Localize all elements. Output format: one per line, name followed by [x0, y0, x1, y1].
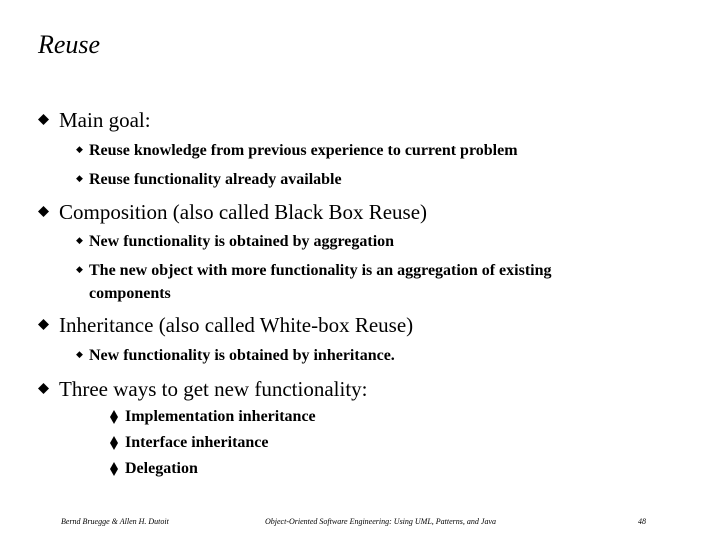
sub-sub-bullet-text: Implementation inheritance	[125, 408, 316, 425]
tall-diamond-bullet-icon	[110, 462, 118, 476]
sub-bullet-text: The new object with more functionality is an aggregation of existing	[89, 262, 552, 279]
bullet-text: Composition (also called Black Box Reuse)	[59, 200, 428, 224]
footer-authors: Bernd Bruegge & Allen H. Dutoit	[61, 517, 169, 526]
diamond-bullet-icon: ◆	[76, 144, 83, 154]
sub-sub-bullet-text: Delegation	[125, 460, 198, 477]
sub-bullet-text: Reuse knowledge from previous experience to current problem	[89, 142, 518, 159]
diamond-bullet-icon	[38, 206, 49, 217]
diamond-bullet-icon	[38, 319, 49, 330]
footer-page-number: 48	[638, 517, 646, 526]
bullet-text: Inheritance (also called White-box Reuse)	[59, 313, 414, 337]
diamond-bullet-icon	[38, 114, 49, 125]
diamond-bullet-icon: ◆	[76, 349, 83, 359]
sub-bullet-text: New functionality is obtained by aggregation	[89, 233, 395, 250]
bullet-text: Main goal:	[59, 108, 151, 132]
tall-diamond-bullet-icon	[110, 410, 118, 424]
diamond-bullet-icon: ◆	[76, 264, 83, 274]
sub-bullet-text: components	[89, 285, 171, 302]
bullet-text: Three ways to get new functionality:	[59, 377, 368, 401]
diamond-bullet-icon	[38, 383, 49, 394]
tall-diamond-bullet-icon	[110, 436, 118, 450]
footer-book-title: Object-Oriented Software Engineering: Using UML, Patterns, and Java	[265, 517, 496, 526]
diamond-bullet-icon: ◆	[76, 173, 83, 183]
diamond-bullet-icon: ◆	[76, 235, 83, 245]
sub-sub-bullet-text: Interface inheritance	[125, 434, 269, 451]
sub-bullet-text: Reuse functionality already available	[89, 171, 342, 188]
slide-title: Reuse	[38, 30, 101, 59]
sub-bullet-text: New functionality is obtained by inheritance.	[89, 347, 395, 364]
